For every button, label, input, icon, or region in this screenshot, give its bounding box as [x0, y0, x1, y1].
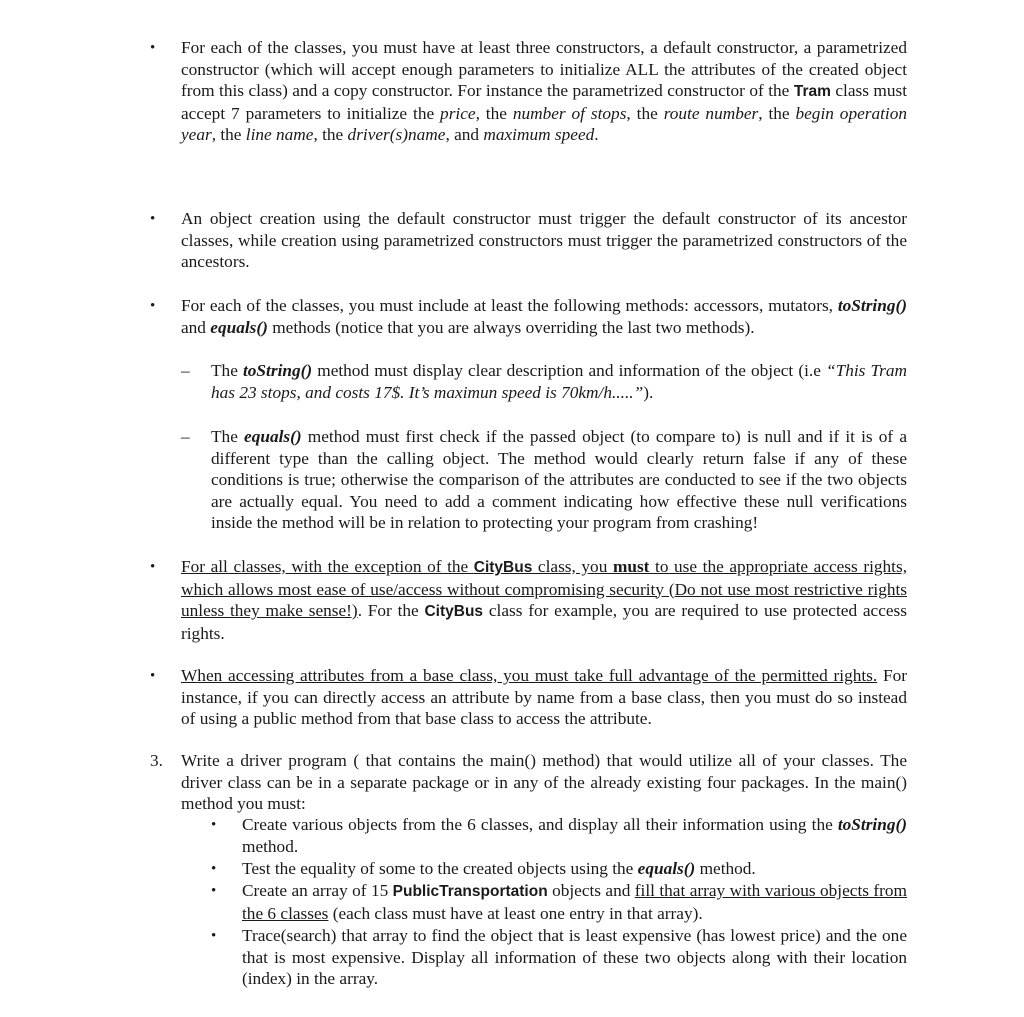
text: , the: [475, 103, 513, 123]
text: , the: [313, 125, 348, 145]
method-name: equals(): [637, 859, 696, 878]
bullet-marker: •: [150, 668, 156, 684]
text: class must accept 7 parameters to initialize the: [181, 81, 908, 123]
attribute-name: number of stops: [512, 103, 627, 123]
bullet-marker: •: [150, 40, 156, 56]
attribute-name: maximum: [483, 125, 551, 145]
example-output: “This Tram has 23 stops, and costs 17$. It’s maximun speed is 70km/h.....”: [211, 361, 908, 402]
underlined-text: to use the appropriate access rights, which allows most ease of use/access without compromising security (Do not use most restrictive rights unless they make sense!): [181, 557, 908, 621]
text: For each of the classes, you must have at least three constructors, a default constructor, a parametrized constructor (which will accept enough parameters to initialize ALL the attributes of the created object from this class) and a copy constructor. For instance the parametrized constructor of the: [181, 38, 907, 101]
text: , the: [211, 125, 246, 145]
text: ).: [643, 382, 654, 402]
text: . For the: [357, 601, 425, 621]
bullet-constructor-chaining: An object creation using the default constructor must trigger the default constructor of its ancestor classes, while creation using parametrized constructors must trigger the parametrized constructors of the ancestors.: [181, 209, 907, 272]
method-name: toString(): [837, 815, 907, 834]
text: The: [211, 361, 243, 380]
numbered-item-driver: Write a driver program ( that contains the main() method) that would utilize all of your classes. The driver class can be in a separate package or in any of the already existing four packages. In the main() method you must:: [181, 751, 907, 814]
dash-marker: –: [181, 427, 190, 446]
text: method must display clear description and information of the object (i.e: [312, 361, 826, 380]
attribute-name: driver(s)name: [347, 125, 446, 145]
bullet-marker: •: [150, 559, 156, 575]
text: method.: [695, 859, 756, 878]
text: method must first check if the passed object (to compare to) is null and if it is of a different type than the calling object. The method would clearly return false if any of these conditions is true; otherwise the comparison of the attributes are conducted to see if the two objects are actually equal. You need to add a comment indicating how effective these null verifications inside the method will be in relation to protecting your program from crashing!: [211, 427, 908, 533]
underlined-text: When accessing attributes from a base class, you must take full advantage of the permitted rights.: [181, 666, 878, 685]
dash-tostring: [211, 360, 907, 403]
bullet-marker: •: [211, 883, 217, 899]
method-name: equals(): [244, 427, 302, 446]
text: Create various objects from the 6 classes, and display all their information using the: [242, 815, 838, 834]
bullet-marker: •: [211, 817, 217, 833]
attribute-name: price: [440, 103, 476, 123]
dash-marker: –: [181, 361, 190, 380]
text: (each class must have at least one entry in that array).: [328, 903, 703, 923]
emphasis: must: [612, 557, 650, 576]
text: The: [211, 427, 245, 446]
bullet-methods: [181, 295, 907, 338]
dash-equals: [211, 426, 907, 534]
text: methods (notice that you are always overriding the last two methods).: [267, 317, 755, 337]
text: , the: [626, 103, 664, 123]
sub-item-trace-array: Trace(search) that array to find the object that is least expensive (has lowest price) and the one that is most expensive. Display all information of these two objects along with their location (index) in the array.: [242, 926, 907, 989]
attribute-name: speed: [554, 125, 595, 145]
class-name: CityBus: [424, 603, 484, 621]
sub-item-create-array: [242, 880, 907, 924]
sub-item-create-objects: [242, 814, 907, 857]
method-name: equals(): [210, 317, 268, 337]
text: method.: [242, 836, 299, 856]
bullet-constructors: [181, 37, 907, 146]
text: For instance, if you can directly access an attribute by name from a base class, then you must do so instead of using a public method from that base class to access the attribute.: [181, 666, 907, 729]
text: , the: [758, 103, 796, 123]
attribute-name: begin operation year: [181, 103, 908, 145]
bullet-marker: •: [211, 928, 217, 944]
text: .: [594, 125, 599, 145]
bullet-base-class-access: [181, 665, 907, 730]
list-number: 3.: [150, 751, 163, 770]
text: Create an array of 15: [242, 881, 393, 900]
underlined-text: class, you: [532, 557, 613, 576]
class-name: CityBus: [473, 559, 533, 576]
bullet-marker: •: [150, 298, 156, 314]
text: class for example, you are required to use protected access rights.: [181, 601, 908, 643]
attribute-name: route number: [663, 103, 759, 123]
underlined-text: For all classes, with the exception of the: [181, 557, 474, 576]
text: objects and: [547, 881, 635, 900]
bullet-marker: •: [150, 211, 156, 227]
text: Test the equality of some to the created objects using the: [242, 859, 638, 878]
attribute-name: line name: [245, 125, 314, 145]
bullet-marker: •: [211, 861, 217, 877]
class-name: PublicTransportation: [392, 883, 548, 900]
text: and: [181, 317, 211, 337]
class-name: Tram: [793, 83, 831, 101]
underlined-text: fill that array with various objects from the 6 classes: [242, 881, 907, 923]
bullet-access-rights: [181, 556, 907, 644]
text: For each of the classes, you must include at least the following methods: accessors, mutators,: [181, 296, 838, 315]
text: , and: [445, 125, 484, 145]
method-name: toString(): [837, 296, 907, 315]
method-name: toString(): [242, 361, 313, 380]
sub-item-test-equality: [242, 858, 907, 880]
